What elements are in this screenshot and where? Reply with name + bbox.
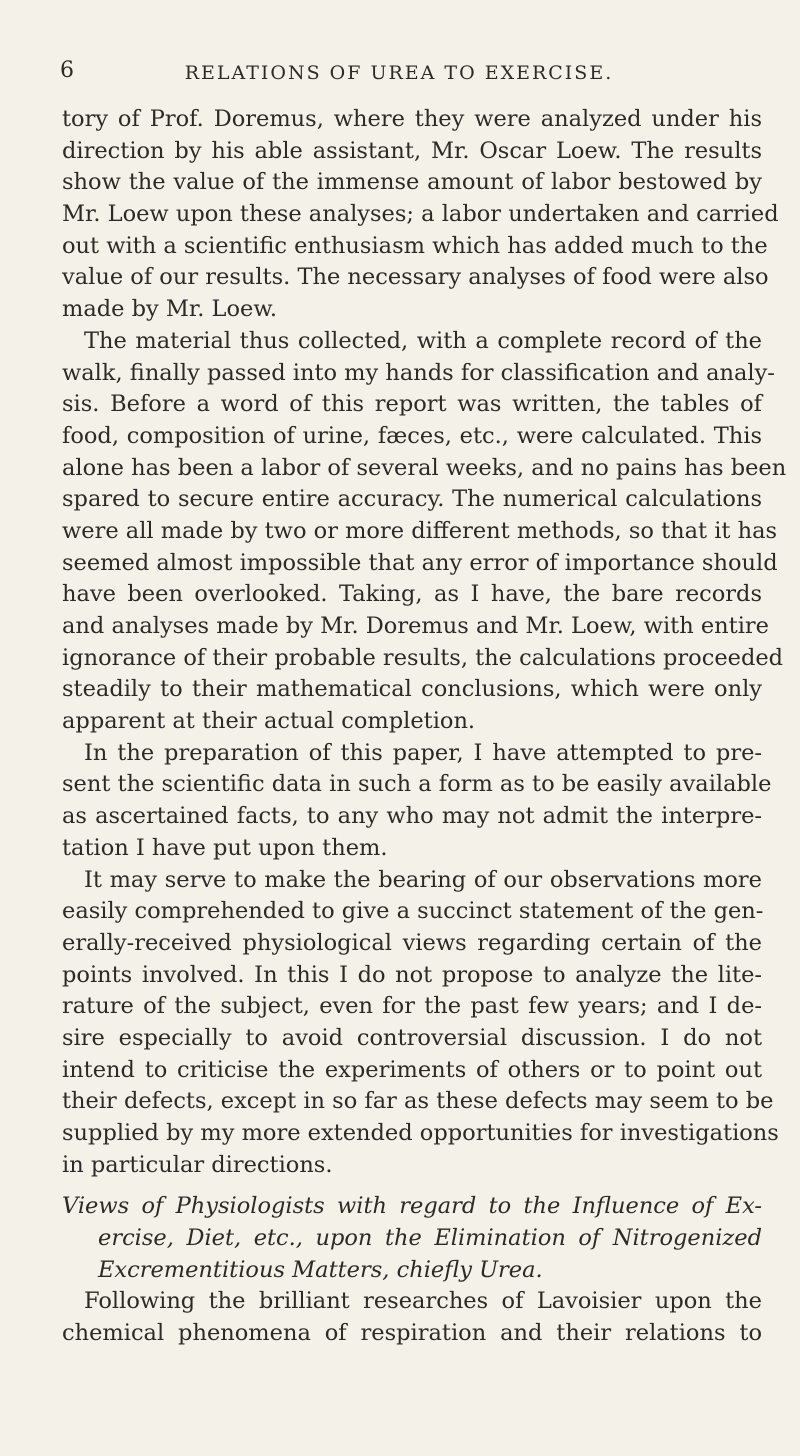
page-number: 6 <box>60 58 75 83</box>
text-line: In the preparation of this paper, I have attempted to pre- <box>84 739 762 766</box>
text-line: It may serve to make the bearing of our observations more <box>84 866 762 893</box>
text-line: tory of Prof. Doremus, where they were analyzed under his <box>62 106 762 132</box>
text-line: erally-received physiological views regarding certain of the <box>62 929 762 956</box>
heading-line: Excrementitious Matters, chiefly Urea. <box>98 1256 543 1283</box>
text-line: alone has been a labor of several weeks, and no pains has been <box>62 454 787 481</box>
spacer <box>62 1181 762 1191</box>
text-line: points involved. In this I do not propose to analyze the lite- <box>62 961 762 988</box>
text-line: intend to criticise the experiments of others or to point out <box>62 1056 762 1083</box>
text-line: chemical phenomena of respiration and their relations to <box>62 1320 762 1347</box>
text-line: rature of the subject, even for the past few years; and I de- <box>62 993 762 1020</box>
text-line: ignorance of their probable results, the calculations proceeded <box>62 644 784 671</box>
text-line: food, composition of urine, fæces, etc., were calculated. This <box>62 422 762 449</box>
text-line: easily comprehended to give a succinct statement of the gen- <box>62 898 764 925</box>
text-line: sis. Before a word of this report was written, the tables of <box>62 391 762 418</box>
section-heading <box>62 1191 762 1286</box>
text-line: were all made by two or more different methods, so that it has <box>62 517 778 544</box>
text-line: spared to secure entire accuracy. The numerical calculations <box>62 486 762 513</box>
text-line: Following the brilliant researches of Lavoisier upon the <box>84 1288 762 1315</box>
text-line: walk, finally passed into my hands for classification and analy- <box>62 359 775 386</box>
body-text <box>62 104 787 1350</box>
text-line: The material thus collected, with a complete record of the <box>84 327 762 354</box>
text-line: seemed almost impossible that any error of importance should <box>62 549 778 576</box>
text-line: their defects, except in so far as these defects may seem to be <box>62 1088 774 1115</box>
text-line: made by Mr. Loew. <box>62 296 278 323</box>
paragraph-4 <box>62 865 779 1182</box>
paragraph-2 <box>62 326 787 738</box>
text-line: supplied by my more extended opportunities for investigations <box>62 1120 779 1146</box>
running-title: RELATIONS OF UREA TO EXERCISE. <box>184 62 614 84</box>
text-line: tation I have put upon them. <box>62 834 388 861</box>
text-line: have been overlooked. Taking, as I have, the bare records <box>62 581 762 608</box>
text-line: steadily to their mathematical conclusions, which were only <box>62 676 762 703</box>
text-line: apparent at their actual completion. <box>62 708 476 735</box>
text-line: in particular directions. <box>62 1151 333 1178</box>
text-line: out with a scientific enthusiasm which has added much to the <box>62 232 768 259</box>
paragraph-5 <box>62 1286 762 1349</box>
text-line: direction by his able assistant, Mr. Oscar Loew. The results <box>62 137 762 164</box>
heading-line: ercise, Diet, etc., upon the Elimination of Nitrogenized <box>98 1225 762 1252</box>
text-line: Mr. Loew upon these analyses; a labor undertaken and carried <box>62 201 779 228</box>
text-line: show the value of the immense amount of labor bestowed by <box>62 169 762 196</box>
heading-line: Views of Physiologists with regard to the Influence of Ex- <box>62 1193 762 1220</box>
text-line: sent the scientific data in such a form as to be easily available <box>62 771 772 798</box>
text-line: sire especially to avoid controversial discussion. I do not <box>62 1024 762 1051</box>
paragraph-3 <box>62 738 772 865</box>
text-line: value of our results. The necessary analyses of food were also <box>62 264 769 291</box>
text-line: and analyses made by Mr. Doremus and Mr. Loew, with entire <box>62 613 769 639</box>
paragraph-1 <box>62 104 779 326</box>
text-line: as ascertained facts, to any who may not admit the interpre- <box>62 803 762 830</box>
